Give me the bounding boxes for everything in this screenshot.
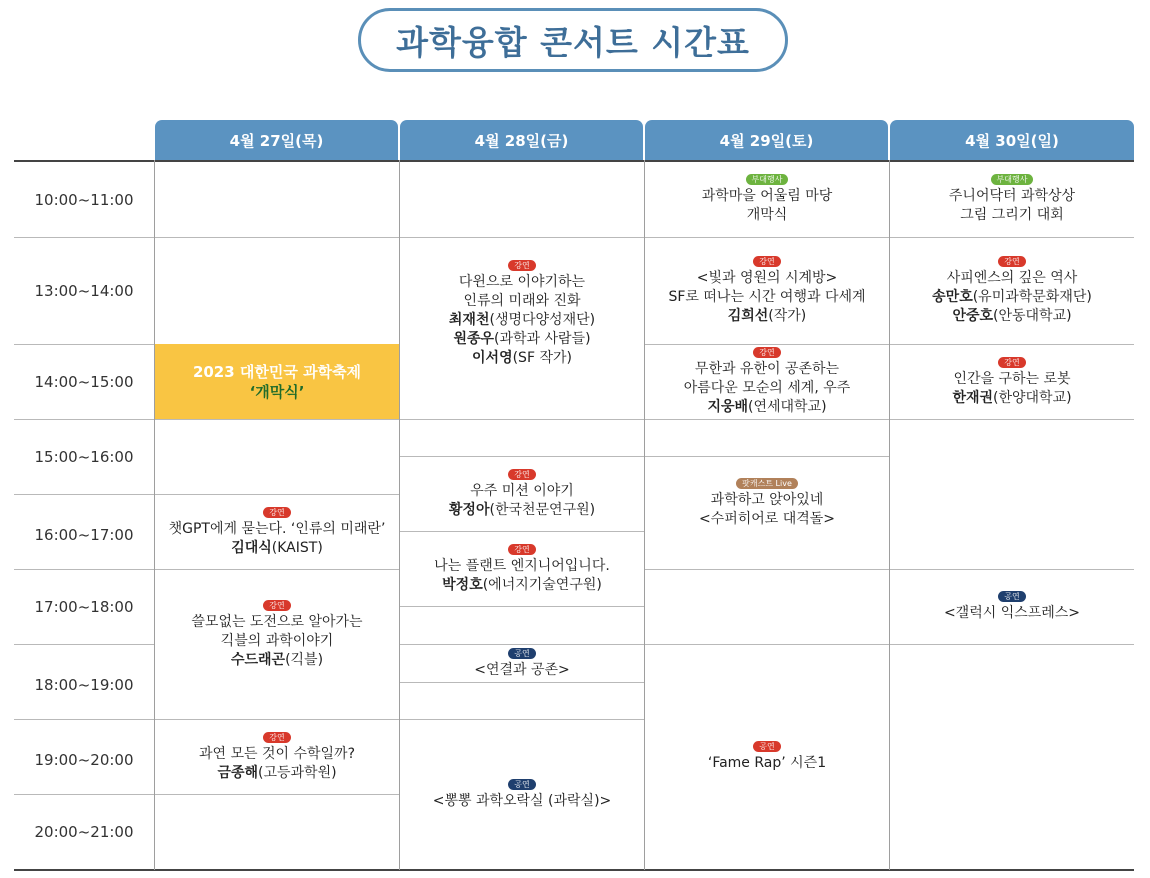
speaker-affiliation: (한양대학교)	[993, 389, 1072, 406]
speaker-name: 박정호	[442, 576, 483, 593]
speaker-name: 김희선	[727, 308, 769, 324]
speaker-name: 금종해	[217, 764, 259, 781]
speaker-name: 원종우	[453, 330, 495, 347]
time-label: 16:00~17:00	[34, 526, 134, 544]
event-title: ‘Fame Rap’ 시즌1	[707, 755, 827, 771]
speaker-name: 송만호	[932, 289, 973, 305]
event-subtitle: 그림 그리기 대회	[960, 207, 1064, 223]
time-label: 10:00~11:00	[34, 190, 134, 209]
row-divider	[155, 794, 400, 795]
event-title: <뽕뽕 과학오락실 (과락실)>	[432, 792, 612, 809]
lecture-badge: 강연	[263, 507, 290, 518]
speaker-name: 이서영	[472, 349, 513, 366]
row-divider	[400, 419, 645, 420]
lecture-badge: 강연	[998, 256, 1025, 267]
event-subtitle: <수퍼히어로 대격돌>	[698, 510, 836, 527]
speaker-name: 한재권	[952, 389, 994, 406]
event-subtitle: 아름다운 모순의 세계, 우주	[683, 380, 851, 396]
event-d3-universe	[645, 345, 889, 419]
event-title: 나는 플랜트 엔지니어입니다.	[434, 557, 610, 574]
lecture-badge: 강연	[508, 469, 535, 480]
event-title: ‘개막식’	[249, 382, 305, 401]
event-title: 다윈으로 이야기하는	[458, 273, 586, 290]
podcast-badge: 팟캐스트 Live	[736, 478, 798, 489]
event-title: <갤럭시 익스프레스>	[943, 605, 1081, 621]
event-title: 쓸모없는 도전으로 알아가는	[191, 613, 363, 630]
row-divider	[645, 419, 890, 420]
speaker-name: 지웅배	[707, 399, 749, 415]
day-header-2: 4월 28일(금)	[400, 120, 643, 160]
speaker-affiliation: (긱블)	[285, 651, 324, 668]
day-header-4: 4월 30일(일)	[890, 120, 1134, 160]
event-d3-clock	[645, 238, 889, 344]
speaker-name: 수드래곤	[230, 651, 286, 668]
event-title: 과연 모든 것이 수학일까?	[198, 745, 356, 762]
event-d4-robot	[890, 345, 1134, 419]
event-d3-rap	[645, 645, 889, 869]
time-label: 15:00~16:00	[34, 448, 134, 466]
row-divider	[645, 569, 890, 570]
lecture-badge: 강연	[753, 256, 780, 267]
event-d3-village	[645, 162, 889, 237]
event-title: <연결과 공존>	[474, 661, 570, 678]
time-label: 19:00~20:00	[34, 751, 134, 769]
event-title: 과학마을 어울림 마당	[701, 188, 833, 204]
event-d4-galaxy	[890, 570, 1134, 644]
row-divider	[155, 419, 400, 420]
event-title: 2023 대한민국 과학축제	[192, 362, 362, 381]
event-d2-space	[400, 457, 644, 531]
event-d2-darwin	[400, 238, 644, 419]
lecture-badge: 강연	[508, 260, 535, 271]
speaker-affiliation: (연세대학교)	[748, 399, 827, 415]
event-subtitle: 인류의 미래와 진화	[463, 292, 581, 309]
event-d4-junior	[890, 162, 1134, 237]
page-title: 과학융합 콘서트 시간표	[358, 8, 788, 72]
event-d2-lab	[400, 720, 644, 869]
time-label: 14:00~15:00	[34, 373, 134, 391]
event-subtitle: SF로 떠나는 시간 여행과 다세계	[668, 289, 866, 305]
speaker-affiliation: (KAIST)	[271, 539, 323, 556]
speaker-affiliation: (한국천문연구원)	[489, 501, 596, 518]
speaker-affiliation: (과학과 사람들)	[494, 330, 591, 347]
speaker-affiliation: (SF 작가)	[512, 349, 572, 366]
event-subtitle: 긱블의 과학이야기	[220, 632, 334, 649]
speaker-name: 황정아	[448, 501, 490, 518]
day-header-1: 4월 27일(목)	[155, 120, 398, 160]
speaker-name: 안중호	[952, 308, 994, 324]
speaker-affiliation: (안동대학교)	[993, 308, 1072, 324]
performance-badge: 공연	[998, 591, 1025, 602]
time-label: 20:00~21:00	[34, 823, 134, 841]
event-title: 무한과 유한이 공존하는	[694, 361, 840, 377]
row-divider	[155, 237, 400, 238]
lecture-badge: 강연	[753, 347, 780, 358]
speaker-affiliation: (에너지기술연구원)	[482, 576, 602, 593]
lecture-badge: 강연	[263, 600, 290, 611]
speaker-affiliation: (고등과학원)	[258, 764, 337, 781]
event-title: 주니어닥터 과학상상	[948, 188, 1076, 204]
event-d4-sapiens	[890, 238, 1134, 344]
side-event-badge: 부대행사	[991, 174, 1034, 185]
event-title: 인간을 구하는 로봇	[953, 370, 1071, 387]
speaker-name: 김대식	[231, 539, 272, 556]
event-title: 과학하고 앉아있네	[710, 491, 824, 508]
event-d3-podcast	[645, 457, 889, 569]
event-d2-connect	[400, 645, 644, 682]
lecture-badge: 강연	[263, 732, 290, 743]
event-title: 사피엔스의 깊은 역사	[946, 270, 1078, 286]
speaker-affiliation: (작가)	[768, 308, 807, 324]
event-title: 우주 미션 이야기	[470, 482, 574, 499]
event-title: <빛과 영원의 시계방>	[696, 270, 838, 286]
time-label: 13:00~14:00	[34, 282, 134, 300]
lecture-badge: 공연	[753, 741, 780, 752]
row-divider	[890, 419, 1134, 420]
time-label: 18:00~19:00	[34, 676, 134, 694]
event-opening-ceremony	[155, 344, 399, 419]
performance-badge: 공연	[508, 779, 535, 790]
performance-badge: 공연	[508, 648, 535, 659]
speaker-affiliation: (유미과학문화재단)	[972, 289, 1092, 305]
day-header-3: 4월 29일(토)	[645, 120, 888, 160]
event-d2-plant	[400, 532, 644, 606]
speaker-name: 최재천	[448, 311, 490, 328]
lecture-badge: 강연	[508, 544, 535, 555]
side-event-badge: 부대행사	[746, 174, 789, 185]
row-divider	[400, 606, 645, 607]
speaker-affiliation: (생명다양성재단)	[489, 311, 596, 328]
table-bottom-border	[14, 869, 1134, 871]
event-d1-chatgpt	[155, 495, 399, 569]
row-divider	[400, 682, 645, 683]
event-subtitle: 개막식	[746, 207, 788, 223]
time-label: 17:00~18:00	[34, 598, 134, 616]
event-title: 챗GPT에게 묻는다. ‘인류의 미래란’	[168, 520, 386, 537]
row-divider	[890, 644, 1134, 645]
lecture-badge: 강연	[998, 357, 1025, 368]
event-d1-math	[155, 720, 399, 794]
event-d1-gibble	[155, 570, 399, 719]
